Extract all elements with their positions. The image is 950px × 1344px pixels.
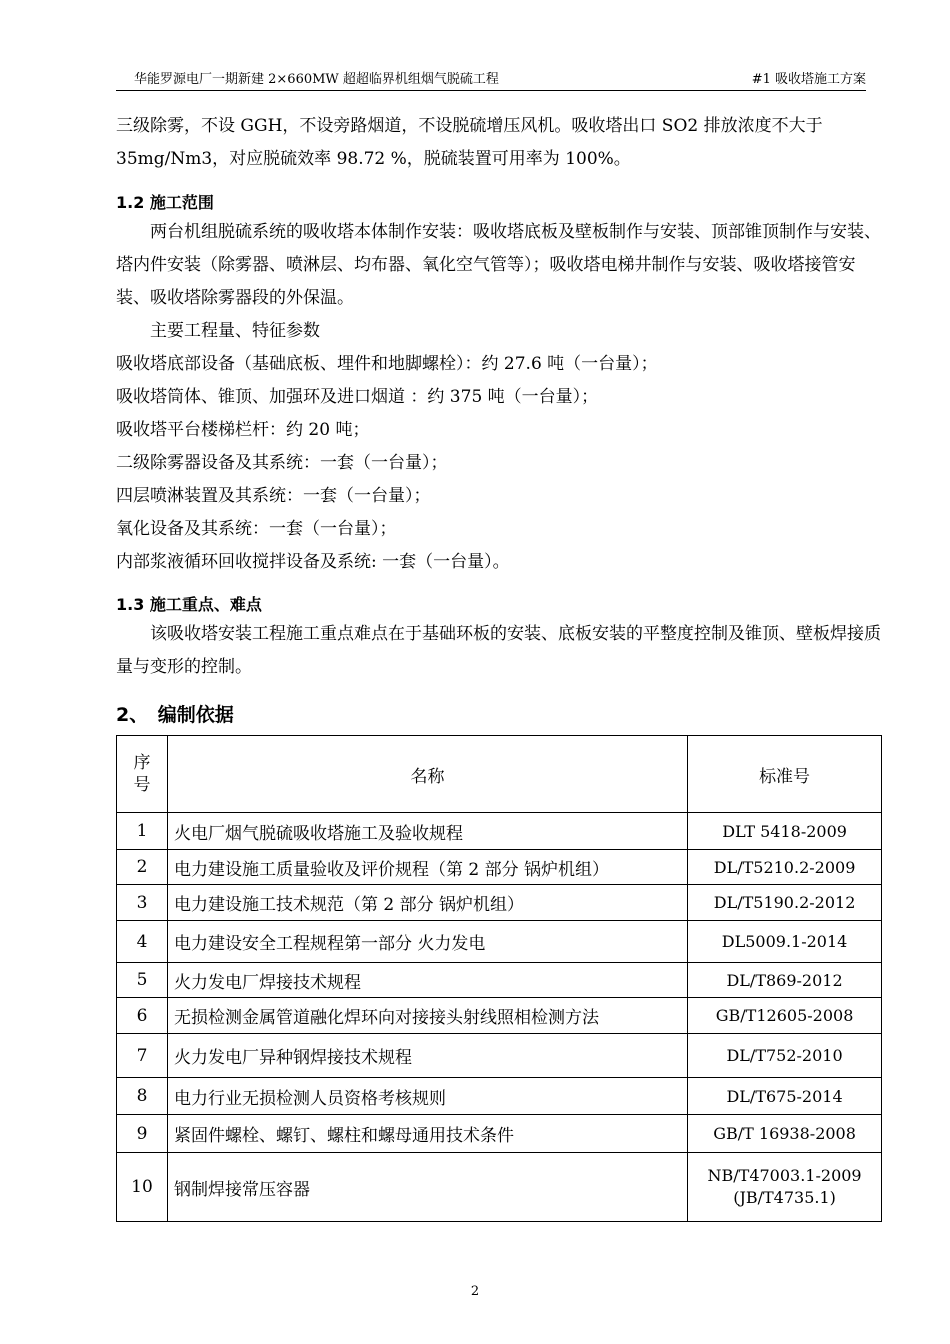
- row-std: DL5009.1-2014: [688, 921, 882, 963]
- quantity-item: 吸收塔平台楼梯栏杆：约 20 吨；: [116, 420, 370, 440]
- quantity-item: 四层喷淋装置及其系统：一套（一台量）；: [116, 486, 431, 506]
- row-no: 7: [117, 1034, 168, 1078]
- header-no: 序号: [117, 736, 168, 813]
- quantities-intro: 主要工程量、特征参数: [150, 321, 320, 341]
- row-std: DL/T869-2012: [688, 963, 882, 998]
- page-number: 2: [470, 1284, 480, 1299]
- table-row: [117, 813, 882, 850]
- row-no: 9: [117, 1115, 168, 1153]
- row-no: 10: [117, 1153, 168, 1222]
- row-no: 5: [117, 963, 168, 998]
- row-name: 电力建设施工质量验收及评价规程（第 2 部分 锅炉机组）: [167, 850, 687, 885]
- row-name: 火电厂烟气脱硫吸收塔施工及验收规程: [167, 813, 687, 850]
- table-row: [117, 1153, 882, 1222]
- row-no: 4: [117, 921, 168, 963]
- scope-paragraph: 两台机组脱硫系统的吸收塔本体制作安装：吸收塔底板及壁板制作与安装、顶部锥顶制作与安装、塔内件安装（除雾器、喷淋层、均布器、氧化空气管等）；吸收塔电梯井制作与安装、吸收塔接管安装、吸收塔除雾器段的外保温。: [116, 222, 881, 308]
- difficulty-paragraph: 该吸收塔安装工程施工重点难点在于基础环板的安装、底板安装的平整度控制及锥顶、壁板焊接质量与变形的控制。: [116, 624, 881, 677]
- row-std: GB/T12605-2008: [688, 998, 882, 1034]
- row-no: 1: [117, 813, 168, 850]
- row-std: DL/T5190.2-2012: [688, 885, 882, 921]
- header-std: 标准号: [688, 736, 882, 813]
- row-no: 6: [117, 998, 168, 1034]
- row-std: GB/T 16938-2008: [688, 1115, 882, 1153]
- row-std: NB/T47003.1-2009(JB/T4735.1): [688, 1153, 882, 1222]
- section-2-title: 2、 编制依据: [116, 704, 234, 726]
- row-name: 无损检测金属管道融化焊环向对接接头射线照相检测方法: [167, 998, 687, 1034]
- row-std: DL/T752-2010: [688, 1034, 882, 1078]
- row-no: 3: [117, 885, 168, 921]
- intro-block: [116, 110, 886, 176]
- row-name: 紧固件螺栓、螺钉、螺柱和螺母通用技术条件: [167, 1115, 687, 1153]
- row-name: 钢制焊接常压容器: [167, 1153, 687, 1222]
- header-name: 名称: [167, 736, 687, 813]
- row-name: 电力行业无损检测人员资格考核规则: [167, 1078, 687, 1115]
- table-row: [117, 963, 882, 998]
- table-row: [117, 850, 882, 885]
- quantity-item: 吸收塔筒体、锥顶、加强环及进口烟道 ：约 375 吨（一台量）；: [116, 387, 599, 407]
- row-name: 电力建设安全工程规程第一部分 火力发电: [167, 921, 687, 963]
- row-std: DL/T675-2014: [688, 1078, 882, 1115]
- table-row: [117, 1034, 882, 1078]
- quantity-item: 氧化设备及其系统：一套（一台量）；: [116, 519, 397, 539]
- section-1-2-title: 1.2 施工范围: [116, 193, 214, 212]
- section-1-3-body: [116, 618, 886, 684]
- header-doc-title: #1 吸收塔施工方案: [751, 72, 866, 87]
- row-name: 火力发电厂焊接技术规程: [167, 963, 687, 998]
- quantity-item: 二级除雾器设备及其系统：一套（一台量）；: [116, 453, 448, 473]
- table-row: [117, 998, 882, 1034]
- row-std: DL/T5210.2-2009: [688, 850, 882, 885]
- header-project-title: 华能罗源电厂一期新建 2×660MW 超超临界机组烟气脱硫工程: [134, 72, 499, 87]
- section-1-2-body: [116, 216, 886, 579]
- standards-table: [116, 735, 882, 1222]
- table-row: [117, 1115, 882, 1153]
- row-no: 8: [117, 1078, 168, 1115]
- table-header-row: [117, 736, 882, 813]
- row-name: 火力发电厂异种钢焊接技术规程: [167, 1034, 687, 1078]
- table-row: [117, 1078, 882, 1115]
- table-row: [117, 885, 882, 921]
- row-std: DLT 5418-2009: [688, 813, 882, 850]
- row-no: 2: [117, 850, 168, 885]
- page-header: [116, 64, 866, 91]
- table-row: [117, 921, 882, 963]
- row-name: 电力建设施工技术规范（第 2 部分 锅炉机组）: [167, 885, 687, 921]
- quantity-item: 吸收塔底部设备（基础底板、埋件和地脚螺栓）：约 27.6 吨（一台量）；: [116, 354, 658, 374]
- section-1-3-title: 1.3 施工重点、难点: [116, 595, 262, 614]
- intro-paragraph: 三级除雾，不设 GGH，不设旁路烟道，不设脱硫增压风机。吸收塔出口 SO2 排放浓度不大于 35mg/Nm3，对应脱硫效率 98.72 %，脱硫装置可用率为 100%。: [116, 116, 823, 169]
- quantity-item: 内部浆液循环回收搅拌设备及系统: 一套（一台量）。: [116, 552, 510, 572]
